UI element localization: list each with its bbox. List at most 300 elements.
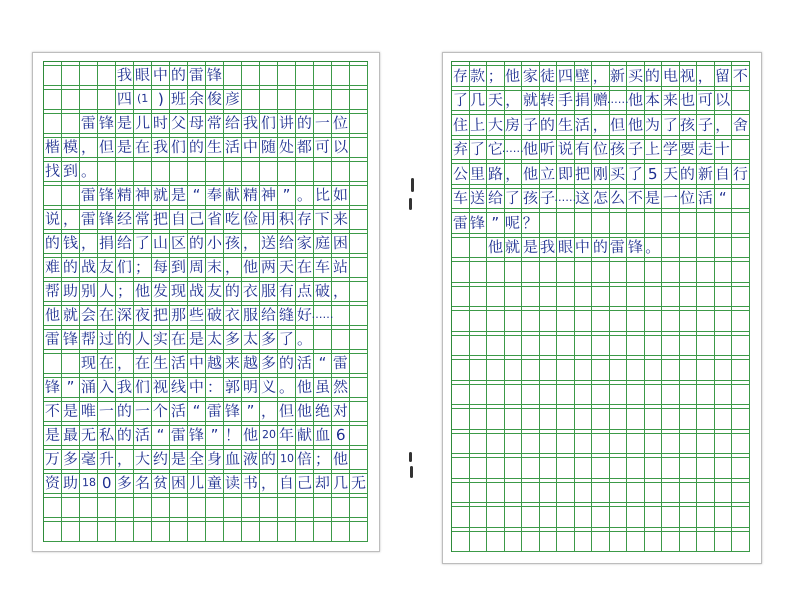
handwritten-char: 困 [332, 233, 349, 253]
handwritten-char: 个 [152, 401, 169, 421]
handwritten-char: 位 [592, 139, 609, 159]
handwritten-char: 的 [296, 113, 313, 133]
grid-cell [296, 374, 314, 398]
handwritten-char: 我 [539, 237, 556, 257]
grid-cell [715, 234, 733, 259]
grid-cell [554, 185, 577, 210]
grid-cell [314, 206, 332, 230]
grid-cell [452, 258, 470, 283]
grid-cell [134, 134, 152, 158]
grid-cell [152, 350, 170, 374]
handwritten-char: 了 [452, 90, 469, 110]
handwritten-char: 他 [332, 449, 349, 469]
handwritten-char: “ [718, 189, 727, 207]
grid-cell [662, 332, 680, 357]
handwritten-char: 周 [188, 257, 205, 277]
handwritten-char: 把 [574, 164, 591, 183]
grid-cell [452, 454, 470, 479]
handwritten-char: 常 [206, 113, 223, 133]
grid-cell [116, 134, 134, 158]
grid-cell [680, 258, 698, 283]
grid-cell [697, 503, 715, 528]
grid-cell [350, 398, 368, 422]
grid-cell [170, 302, 188, 326]
handwritten-char: 俊 [206, 89, 223, 109]
handwritten-char: ， [715, 115, 731, 134]
grid-cell [116, 422, 134, 446]
grid-cell [350, 374, 368, 398]
grid-cell [134, 422, 152, 446]
handwritten-char: 壁 [574, 66, 591, 85]
handwritten-char: 战 [80, 257, 97, 277]
grid-cell [662, 160, 680, 185]
handwritten-char: 到 [62, 161, 79, 181]
handwritten-char: 子 [539, 188, 556, 208]
grid-cell [44, 206, 62, 230]
handwritten-char: 就 [62, 305, 79, 325]
handwritten-char: 0 [101, 473, 112, 493]
grid-cell [62, 62, 80, 86]
grid-cell [505, 209, 523, 234]
grid-cell [170, 110, 188, 134]
handwritten-char: 不 [627, 188, 644, 208]
grid-cell [662, 136, 680, 161]
grid-cell [206, 398, 224, 422]
handwritten-char: ， [224, 258, 240, 276]
handwritten-char: 的 [644, 66, 661, 85]
grid-cell [662, 283, 680, 308]
grid-cell [575, 454, 593, 479]
grid-cell [627, 528, 645, 553]
handwritten-char: 给 [487, 188, 504, 208]
grid-cell [627, 111, 645, 136]
grid-cell [188, 398, 206, 422]
grid-cell [645, 258, 663, 283]
grid-cell [242, 398, 260, 422]
grid-cell [487, 87, 505, 112]
grid-cell [44, 398, 62, 422]
grid-cell [278, 422, 296, 446]
grid-cell [540, 405, 558, 430]
grid-cell [645, 332, 663, 357]
grid-cell [332, 158, 350, 182]
handwritten-char: 积 [278, 209, 295, 229]
handwritten-char: 锋 [98, 113, 115, 133]
handwritten-char: 涌 [80, 377, 97, 397]
grid-cell [350, 206, 368, 230]
grid-cell [170, 518, 188, 542]
grid-cell [206, 158, 224, 182]
left-page-grid [43, 61, 368, 542]
handwritten-char: ， [260, 474, 276, 492]
grid-cell [206, 518, 224, 542]
grid-cell [470, 479, 488, 504]
grid-cell [260, 302, 278, 326]
handwritten-char: 衣 [224, 305, 241, 325]
handwritten-char: 给 [116, 233, 133, 253]
grid-cell [662, 307, 680, 332]
grid-cell [470, 356, 488, 381]
grid-cell [732, 209, 750, 234]
handwritten-char: 款 [469, 66, 486, 85]
grid-cell [260, 62, 278, 86]
handwritten-char: 战 [188, 281, 205, 301]
grid-cell [627, 332, 645, 357]
handwritten-char: 到 [170, 257, 187, 277]
grid-cell [575, 356, 593, 381]
handwritten-char: 的 [539, 115, 556, 134]
handwritten-char: ！ [224, 426, 240, 444]
handwritten-char: ， [62, 210, 78, 228]
handwritten-char: 以 [332, 137, 349, 157]
grid-cell [134, 230, 152, 254]
grid-cell [505, 405, 523, 430]
handwritten-char: 班 [170, 89, 187, 109]
grid-cell [452, 381, 470, 406]
grid-cell [80, 110, 98, 134]
handwritten-char: 存 [296, 209, 313, 229]
grid-cell [522, 111, 540, 136]
grid-cell [134, 374, 152, 398]
grid-cell [487, 405, 505, 430]
grid-cell [296, 158, 314, 182]
grid-cell [152, 62, 170, 86]
grid-cell [152, 398, 170, 422]
handwritten-char: 说 [557, 139, 574, 159]
grid-cell [452, 332, 470, 357]
grid-cell [680, 62, 698, 87]
grid-cell [470, 332, 488, 357]
grid-cell [470, 430, 488, 455]
grid-cell [350, 326, 368, 350]
handwritten-char: 雷 [332, 353, 349, 373]
grid-cell [592, 111, 610, 136]
grid-cell [610, 209, 628, 234]
handwritten-char: 液 [242, 449, 259, 469]
handwritten-char: 资 [44, 473, 61, 493]
grid-cell [645, 381, 663, 406]
handwritten-char: 在 [134, 353, 151, 373]
grid-cell [170, 350, 188, 374]
handwritten-char: 在 [134, 137, 151, 157]
handwritten-char: 是 [116, 113, 133, 133]
handwritten-char: 。 [80, 162, 96, 180]
grid-cell [260, 470, 278, 494]
grid-cell [732, 136, 750, 161]
handwritten-char: 一 [134, 401, 151, 421]
handwritten-char: 小 [206, 233, 223, 253]
handwritten-char: 的 [116, 401, 133, 421]
handwritten-char: 己 [188, 209, 205, 229]
grid-cell [540, 111, 558, 136]
grid-cell [332, 182, 350, 206]
handwritten-char: 常 [134, 209, 151, 229]
grid-cell [80, 182, 98, 206]
grid-cell [505, 185, 523, 210]
grid-cell [80, 158, 98, 182]
grid-cell [278, 494, 296, 518]
grid-cell [170, 206, 188, 230]
handwritten-char: 唯 [80, 401, 97, 421]
grid-cell [645, 356, 663, 381]
grid-cell [662, 209, 680, 234]
grid-cell [557, 405, 575, 430]
grid-cell [680, 111, 698, 136]
handwritten-char: 房 [504, 115, 521, 134]
grid-cell [332, 278, 350, 302]
grid-cell [470, 87, 488, 112]
grid-cell [732, 503, 750, 528]
handwritten-char: 却 [314, 473, 331, 493]
handwritten-char: 的 [62, 257, 79, 277]
handwritten-char: 雷 [44, 329, 61, 349]
grid-cell [610, 356, 628, 381]
grid-cell [470, 503, 488, 528]
handwritten-char: ； [314, 450, 330, 468]
grid-cell [206, 278, 224, 302]
handwritten-char: 他 [522, 139, 539, 159]
grid-cell [540, 528, 558, 553]
grid-cell [116, 254, 134, 278]
handwritten-char: 行 [732, 164, 749, 183]
grid-cell [592, 160, 610, 185]
grid-cell [627, 209, 645, 234]
grid-cell [575, 381, 593, 406]
grid-cell [505, 62, 523, 87]
handwritten-char: 点 [296, 281, 313, 301]
handwritten-char: 友 [206, 281, 223, 301]
grid-cell [332, 350, 350, 374]
right-page-grid [451, 61, 750, 552]
handwritten-char: 们 [116, 257, 133, 277]
grid-cell [697, 209, 715, 234]
handwritten-char: 存 [452, 66, 469, 85]
grid-cell [296, 494, 314, 518]
grid-cell [170, 62, 188, 86]
grid-cell [116, 206, 134, 230]
grid-cell [610, 185, 628, 210]
grid-cell [296, 422, 314, 446]
handwritten-char: 是 [62, 401, 79, 421]
grid-cell [80, 422, 98, 446]
grid-cell [98, 470, 116, 494]
handwritten-char: 不 [44, 401, 61, 421]
grid-cell [592, 185, 610, 210]
handwritten-char: 母 [188, 113, 205, 133]
handwritten-char: 生 [557, 115, 574, 134]
handwritten-char: 毫 [80, 449, 97, 469]
grid-cell [715, 185, 733, 210]
grid-cell [332, 134, 350, 158]
grid-cell [627, 356, 645, 381]
grid-cell [134, 86, 152, 110]
handwritten-char: 多 [260, 329, 277, 349]
grid-cell [170, 158, 188, 182]
grid-cell [680, 136, 698, 161]
handwritten-char: 雷 [80, 113, 97, 133]
handwritten-char: …… [606, 93, 629, 106]
handwritten-char: 他 [296, 377, 313, 397]
handwritten-char: 位 [332, 113, 349, 133]
handwritten-char: 助 [62, 473, 79, 493]
grid-cell [188, 206, 206, 230]
handwritten-char: 服 [260, 281, 277, 301]
grid-cell [487, 62, 505, 87]
handwritten-char: 了 [504, 188, 521, 208]
grid-cell [662, 185, 680, 210]
grid-cell [188, 158, 206, 182]
grid-cell [487, 209, 505, 234]
grid-cell [44, 302, 62, 326]
grid-cell [152, 518, 170, 542]
handwritten-char: 天 [278, 257, 295, 277]
handwritten-char: 一 [314, 113, 331, 133]
grid-cell [62, 494, 80, 518]
grid-cell [470, 185, 488, 210]
grid-cell [314, 326, 332, 350]
grid-cell [170, 254, 188, 278]
grid-cell [680, 160, 698, 185]
grid-cell [206, 206, 224, 230]
handwritten-char: 买 [609, 164, 626, 183]
handwritten-char: 是 [116, 137, 133, 157]
grid-cell [296, 182, 314, 206]
grid-cell [314, 254, 332, 278]
grid-cell [296, 326, 314, 350]
grid-cell [98, 86, 116, 110]
grid-cell [278, 518, 296, 542]
grid-cell [350, 422, 368, 446]
handwritten-char: 吃 [224, 209, 241, 229]
handwritten-char: 了 [627, 164, 644, 183]
grid-cell [697, 307, 715, 332]
grid-cell [522, 405, 540, 430]
handwritten-char: 帮 [44, 281, 61, 301]
handwritten-char: 子 [627, 139, 644, 159]
grid-cell [732, 160, 750, 185]
grid-cell [152, 86, 170, 110]
handwritten-char: 模 [62, 137, 79, 157]
grid-cell [505, 479, 523, 504]
grid-cell [98, 182, 116, 206]
grid-cell [732, 283, 750, 308]
grid-cell [260, 446, 278, 470]
handwritten-char: 视 [152, 377, 169, 397]
handwritten-char: 献 [224, 185, 241, 205]
grid-cell [134, 494, 152, 518]
grid-cell [332, 110, 350, 134]
grid-cell [62, 278, 80, 302]
handwritten-char: 他 [242, 257, 259, 277]
handwritten-char: 会 [80, 305, 97, 325]
grid-cell [62, 374, 80, 398]
handwritten-char: 怎 [592, 188, 609, 208]
grid-cell [350, 182, 368, 206]
handwritten-char: 就 [504, 237, 521, 257]
grid-cell [470, 405, 488, 430]
handwritten-char: 发 [152, 281, 169, 301]
grid-cell [188, 350, 206, 374]
grid-cell [116, 302, 134, 326]
handwritten-char: 衣 [242, 281, 259, 301]
grid-cell [296, 446, 314, 470]
grid-cell [557, 356, 575, 381]
handwritten-char: 困 [170, 473, 187, 493]
grid-cell [332, 470, 350, 494]
handwritten-char: 听 [539, 139, 556, 159]
handwritten-char: 留 [714, 66, 731, 85]
grid-cell [350, 470, 368, 494]
grid-cell [662, 381, 680, 406]
grid-cell [332, 518, 350, 542]
grid-cell [116, 398, 134, 422]
grid-cell [575, 283, 593, 308]
handwritten-char: 在 [296, 257, 313, 277]
grid-cell [557, 283, 575, 308]
handwritten-char: 刚 [592, 164, 609, 183]
grid-cell [680, 503, 698, 528]
grid-cell [314, 62, 332, 86]
grid-cell [522, 87, 540, 112]
grid-cell [592, 479, 610, 504]
handwritten-char: 家 [522, 66, 539, 85]
handwritten-char: 些 [188, 305, 205, 325]
grid-cell [540, 62, 558, 87]
grid-cell [116, 62, 134, 86]
grid-cell [62, 398, 80, 422]
handwritten-char: 本 [644, 90, 661, 110]
grid-cell [44, 494, 62, 518]
handwritten-char: ？ [522, 213, 538, 232]
grid-cell [332, 494, 350, 518]
grid-cell [98, 350, 116, 374]
grid-cell [44, 326, 62, 350]
handwritten-char: 友 [98, 257, 115, 277]
handwritten-char: ， [80, 234, 96, 252]
grid-cell [314, 446, 332, 470]
grid-cell [540, 332, 558, 357]
grid-cell [645, 528, 663, 553]
handwritten-char: 中 [188, 377, 205, 397]
grid-cell [278, 206, 296, 230]
grid-cell [540, 454, 558, 479]
handwritten-char: 但 [609, 115, 626, 134]
grid-cell [470, 234, 488, 259]
grid-cell [592, 332, 610, 357]
handwritten-char: 。 [645, 238, 661, 256]
grid-cell [278, 470, 296, 494]
grid-cell [610, 381, 628, 406]
grid-cell [540, 87, 558, 112]
grid-cell [206, 446, 224, 470]
grid-cell [697, 528, 715, 553]
handwritten-char: ， [592, 66, 608, 85]
grid-cell [680, 405, 698, 430]
grid-cell [44, 350, 62, 374]
handwritten-char: 孩 [522, 188, 539, 208]
grid-cell [680, 430, 698, 455]
grid-cell [715, 479, 733, 504]
grid-cell [452, 111, 470, 136]
grid-cell [592, 430, 610, 455]
grid-cell [452, 405, 470, 430]
grid-cell [505, 332, 523, 357]
grid-cell [206, 470, 224, 494]
grid-cell [242, 278, 260, 302]
handwritten-char: 们 [170, 137, 187, 157]
grid-cell [98, 494, 116, 518]
handwritten-char: 子 [697, 115, 714, 134]
